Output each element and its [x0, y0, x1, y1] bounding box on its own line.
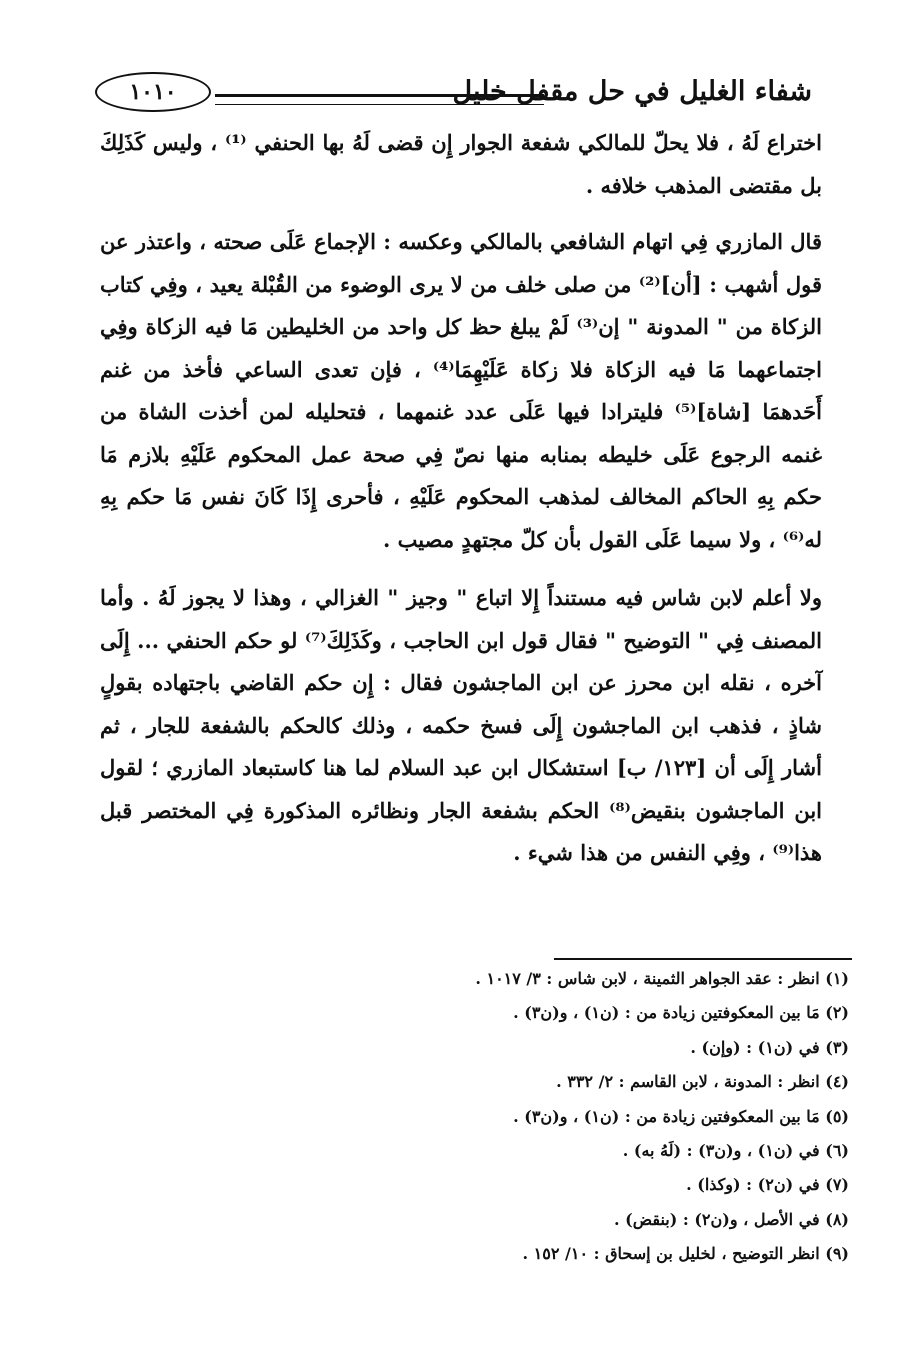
footnote: (٩) انظر التوضيح ، لخليل بن إسحاق : ١٠/ ١٥٢ .: [522, 1244, 849, 1264]
running-title: شفاء الغليل في حل مقفل خليل: [452, 76, 812, 107]
page-number: [95, 72, 211, 112]
footnote: (٧) في (ن٢) : (وكذا) .: [686, 1175, 849, 1195]
main-text: [100, 122, 822, 891]
footnote: (٣) في (ن١) : (وإن) .: [690, 1037, 849, 1057]
footnote: (٦) في (ن١) ، و(ن٣) : (لَهُ به) .: [622, 1141, 849, 1161]
paragraph: اختراع لَهُ ، فلا يحلّ للمالكي شفعة الجوار إِن قضى لَهُ بها الحنفي ⁽¹⁾ ، وليس كَذَلِكَ بل مقتضى المذهب خلافه .: [100, 130, 822, 198]
footnote: (٢) مَا بين المعكوفتين زيادة من : (ن١) ، و(ن٣) .: [513, 1003, 849, 1023]
paragraph: قال المازري فِي اتهام الشافعي بالمالكي وعكسه : الإجماع عَلَى صحته ، واعتذر عن قول أشهب : [أن]⁽²⁾ من صلى خلف من لا يرى الوضوء من القُبْلة يعيد ، وفِي كتاب الزكاة من " المدونة " إن⁽³⁾ لَمْ يبلغ حظ كل واحد من الخليطين مَا فيه الزكاة وفِي اجتماعهما مَا فيه الزكاة فلا زكاة عَلَيْهِمَا⁽⁴⁾ ، فإن تعدى الساعي فأخذ من غنم أَحَدهمَا [شاة]⁽⁵⁾ فليترادا فيها عَلَى عدد غنمهما ، فتحليله لمن أخذت الشاة من غنمه الرجوع عَلَى خليطه بمنابه منها نصّ فِي صحة عمل المحكوم عَلَيْهِ بلازم مَا حكم بِهِ الحاكم المخالف لمذهب المحكوم عَلَيْهِ ، فأحرى إِذَا كَانَ نفس مَا حكم بِهِ له⁽⁶⁾ ، ولا سيما عَلَى القول بأن كلّ مجتهدٍ مصيب .: [100, 229, 822, 552]
page-header: [95, 70, 812, 122]
header-rule: [215, 94, 544, 105]
footnote: (١) انظر : عقد الجواهر الثمينة ، لابن شاس : ٣/ ١٠١٧ .: [475, 969, 849, 988]
paragraph: ولا أعلم لابن شاس فيه مستنداً إِلا اتباع " وجيز " الغزالي ، وهذا لا يجوز لَهُ . وأما المصنف فِي " التوضيح " فقال قول ابن الحاجب ، وكَذَلِكَ⁽⁷⁾ لو حكم الحنفي ... إِلَى آخره ، نقله ابن محرز عن ابن الماجشون فقال : إِن حكم القاضي باجتهاده بقولٍ شاذٍ ، فذهب ابن الماجشون إِلَى فسخ حكمه ، وذلك كالحكم بالشفعة للجار ، ثم أشار إِلَى أن [١٢٣/ ب] استشكال ابن عبد السلام لما هنا كاستبعاد المازري ؛ لقول ابن الماجشون بنقيض⁽⁸⁾ الحكم بشفعة الجار ونظائره المذكورة فِي المختصر قبل هذا⁽⁹⁾ ، وفِي النفس من هذا شيء .: [100, 585, 823, 865]
footnote: (٨) في الأصل ، و(ن٢) : (بنقض) .: [614, 1209, 849, 1229]
footnote: (٥) مَا بين المعكوفتين زيادة من : (ن١) ، و(ن٣) .: [513, 1106, 849, 1126]
footnote-separator: [554, 958, 852, 960]
footnotes: [100, 962, 849, 1272]
footnote: (٤) انظر : المدونة ، لابن القاسم : ٢/ ٣٣٢ .: [556, 1072, 849, 1092]
page-number-text: ١٠١٠: [129, 79, 177, 105]
